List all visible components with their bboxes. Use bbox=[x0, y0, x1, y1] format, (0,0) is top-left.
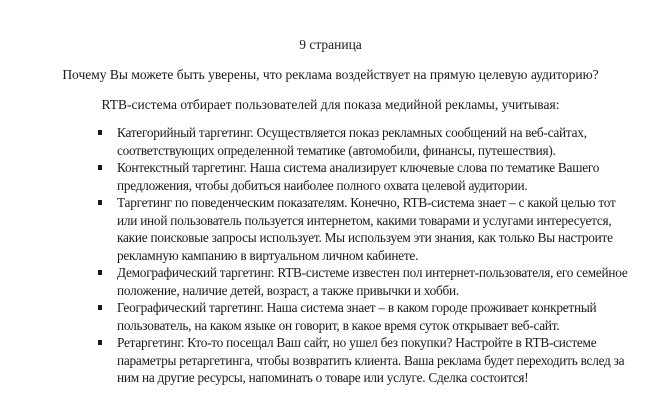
question-heading: Почему Вы можете быть уверены, что реклама воздействует на прямую целевую аудиторию? bbox=[62, 67, 599, 82]
square-bullet-icon bbox=[98, 270, 102, 275]
targeting-list bbox=[96, 124, 636, 387]
list-item-text: Контекстный таргетинг. Наша система анализирует ключевые слова по тематике Вашего предложения, чтобы добиться наиболее полного охвата целевой аудитории. bbox=[117, 160, 600, 193]
list-item bbox=[96, 334, 636, 387]
list-item bbox=[96, 299, 636, 334]
list-item bbox=[96, 124, 636, 159]
square-bullet-icon bbox=[98, 340, 102, 345]
square-bullet-icon bbox=[98, 130, 102, 135]
list-item-text: Категорийный таргетинг. Осуществляется показ рекламных сообщений на веб-сайтах, соответствующих определенной тематике (автомобили, финансы, путешествия). bbox=[117, 125, 587, 158]
square-bullet-icon bbox=[98, 305, 102, 310]
list-item bbox=[96, 264, 636, 299]
list-item-text: Географический таргетинг. Наша система знает – в каком городе проживает конкретный пользователь, на каком языке он говорит, в какое время суток открывает веб-сайт. bbox=[117, 300, 597, 333]
square-bullet-icon bbox=[98, 165, 102, 170]
list-item-text: Демографический таргетинг. RTB-системе известен пол интернет-пользователя, его семейное положение, наличие детей, возраст, а также привычки и хобби. bbox=[117, 265, 628, 298]
page-title: 9 страница bbox=[299, 37, 362, 52]
intro-paragraph: RTB-система отбирает пользователей для показа медийной рекламы, учитывая: bbox=[101, 97, 560, 112]
list-item bbox=[96, 159, 636, 194]
square-bullet-icon bbox=[98, 200, 102, 205]
list-item-text: Ретаргетинг. Кто-то посещал Ваш сайт, но ушел без покупки? Настройте в RTB-системе параметры ретаргетинга, чтобы возвратить клиента. Ваша реклама будет переходить вслед за ним на другие ресурсы, напоминать о товаре или услуге. Сделка состоится! bbox=[117, 335, 625, 385]
list-item-text: Таргетинг по поведенческим показателям. Конечно, RTB-система знает – с какой целью тот или иной пользователь пользуется интернетом, какими товарами и услугами интересуется, какие поисковые запросы использует. Мы используем эти знания, как только Вы настроите рекламную кампанию в виртуальном личном кабинете. bbox=[117, 195, 616, 263]
list-item bbox=[96, 194, 636, 264]
